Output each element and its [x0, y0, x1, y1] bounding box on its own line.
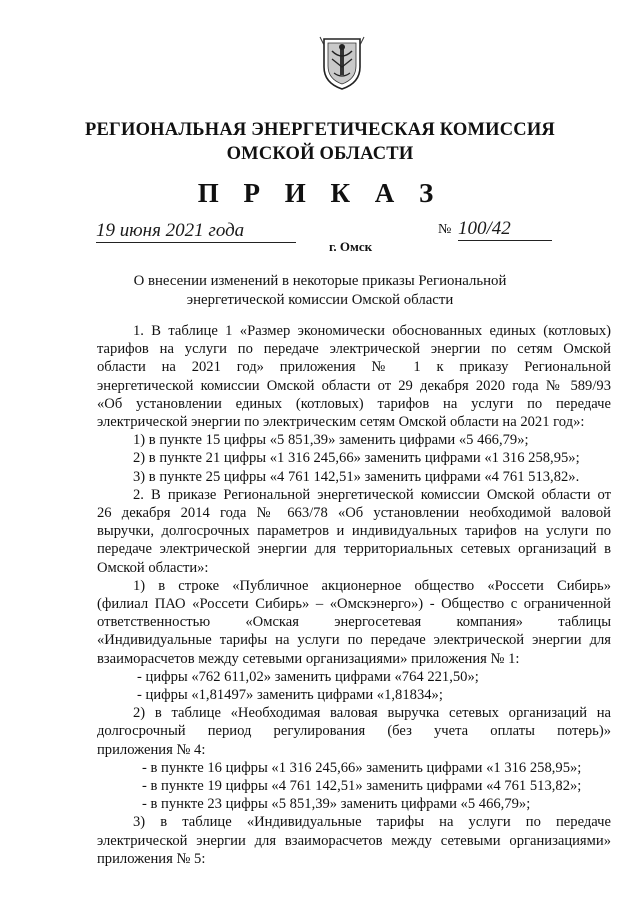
body-line: взаиморасчетов между сетевыми организациями» приложения № 1:	[97, 650, 520, 667]
body-line: «Об установлении единых (котловых) тарифов на услуги по передаче	[97, 395, 611, 412]
body-line: 2. В приказе Региональной энергетической комиссии Омской области от	[133, 486, 611, 503]
coat-of-arms-emblem	[318, 33, 366, 91]
list-item: 3) в пункте 25 цифры «4 761 142,51» заменить цифрами «4 761 513,82».	[133, 468, 580, 485]
subject-line: О внесении изменений в некоторые приказы Региональной	[133, 273, 507, 289]
body-line: приложения № 4:	[97, 741, 206, 758]
list-item: 1) в пункте 15 цифры «5 851,39» заменить цифрами «5 466,79»;	[133, 432, 529, 449]
document-body	[97, 322, 611, 868]
list-item: 2) в пункте 21 цифры «1 316 245,66» заменить цифрами «1 316 258,95»;	[133, 450, 580, 467]
body-line: области на 2021 год» приложения № 1 к приказу Региональной	[97, 359, 611, 376]
body-line: 1. В таблице 1 «Размер экономически обоснованных единых (котловых)	[133, 323, 611, 339]
body-line: 2) в таблице «Необходимая валовая выручка сетевых организаций на	[133, 705, 611, 722]
body-line: «Индивидуальные тарифы на услуги по передаче электрической энергии для	[97, 632, 611, 649]
body-line: тарифов на услуги по передаче электрической энергии по сетям Омской	[97, 341, 611, 358]
document-subject	[0, 272, 640, 310]
document-type-title: П Р И К А З	[197, 178, 443, 208]
body-line: (филиал ПАО «Россети Сибирь» – «Омскэнерго») - Общество с ограниченной	[97, 596, 611, 613]
body-line: приложения № 5:	[97, 850, 206, 867]
body-line: 26 декабря 2014 года № 663/78 «Об установлении необходимой валовой	[97, 505, 611, 522]
handwritten-number-text: 100/42	[458, 218, 511, 239]
handwritten-date	[96, 220, 296, 243]
organization-name-line2: ОМСКОЙ ОБЛАСТИ	[226, 144, 414, 164]
body-line: долгосрочный период регулирования (без учета оплаты потерь)»	[97, 723, 611, 740]
list-item: - в пункте 23 цифры «5 851,39» заменить цифрами «5 466,79»;	[142, 796, 531, 813]
body-line: 1) в строке «Публичное акционерное общество «Россети Сибирь»	[133, 577, 611, 594]
list-item: - в пункте 16 цифры «1 316 245,66» заменить цифрами «1 316 258,95»;	[142, 759, 582, 776]
body-line: выручки, долгосрочных параметров и индивидуальных тарифов на услуги по	[97, 523, 611, 540]
body-line: Омской области»:	[97, 559, 209, 576]
body-line: 3) в таблице «Индивидуальные тарифы на услуги по передаче	[133, 814, 611, 831]
body-line: электрической энергии по электрическим сетям Омской области на 2021 год»:	[97, 414, 585, 431]
list-item: - в пункте 19 цифры «4 761 142,51» заменить цифрами «4 761 513,82»;	[142, 778, 582, 795]
list-item: - цифры «1,81497» заменить цифрами «1,81834»;	[137, 687, 443, 704]
body-line: электрической энергии для взаиморасчетов между сетевыми организациями»	[97, 832, 611, 849]
body-line: ответственностью «Омская энергосетевая компания» таблицы	[97, 614, 611, 631]
body-line: передаче электрической энергии для территориальных сетевых организаций в	[97, 541, 611, 558]
organization-name-line1: РЕГИОНАЛЬНАЯ ЭНЕРГЕТИЧЕСКАЯ КОМИССИЯ	[84, 120, 555, 140]
body-line: энергетической комиссии Омской области от 29 декабря 2020 года № 589/93	[97, 377, 611, 394]
city-label: г. Омск	[329, 239, 373, 254]
handwritten-date-text: 19 июня 2021 года	[96, 220, 245, 241]
subject-line: энергетической комиссии Омской области	[186, 292, 454, 308]
handwritten-number	[458, 218, 552, 241]
number-prefix: №	[438, 222, 452, 237]
list-item: - цифры «762 611,02» заменить цифрами «764 221,50»;	[137, 668, 479, 685]
